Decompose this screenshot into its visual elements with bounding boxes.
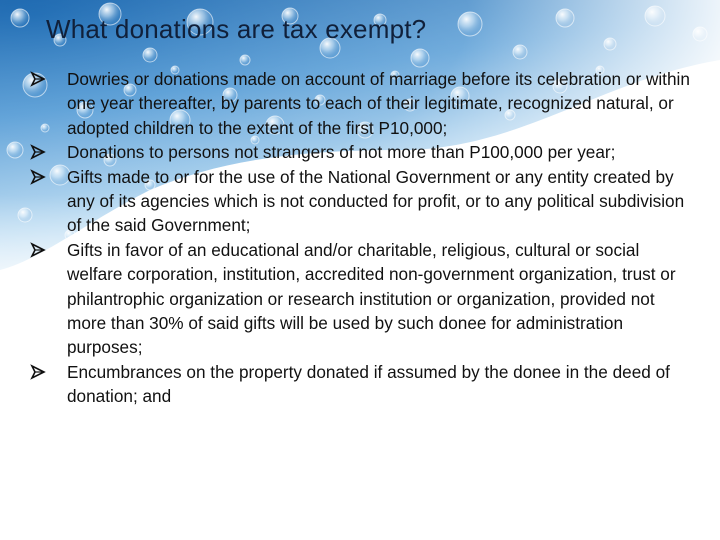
list-item (30, 238, 698, 360)
bullet-text: Encumbrances on the property donated if assumed by the donee in the deed of donation; and (67, 361, 670, 407)
slide-title: What donations are tax exempt? (46, 14, 427, 44)
bullet-text: Donations to persons not strangers of not more than P100,000 per year; (67, 142, 616, 163)
arrowhead-bullet-icon (30, 364, 46, 380)
arrowhead-bullet-icon (30, 71, 46, 87)
bullet-list (30, 67, 698, 409)
bullet-text: Gifts made to or for the use of the National Government or any entity created by any of its agencies which is not conducted for profit, or to any political subdivision of the said Government; (67, 166, 685, 236)
bullet-text: Gifts in favor of an educational and/or charitable, religious, cultural or social welfare corporation, institution, accredited non-government organization, trust or philantrophic organization or research institution or organization, provided not more than 30% of said gifts will be used by such donee for administration purposes; (67, 239, 676, 358)
list-item (30, 360, 698, 409)
bullet-text: Dowries or donations made on account of marriage before its celebration or within one year thereafter, by parents to each of their legitimate, recognized natural, or adopted children to the extent of the first P10,000; (67, 69, 690, 138)
list-item (30, 165, 698, 238)
list-item (30, 67, 698, 140)
arrowhead-bullet-icon (30, 242, 46, 258)
arrowhead-bullet-icon (30, 169, 46, 185)
arrowhead-bullet-icon (30, 144, 46, 160)
list-item (30, 140, 698, 164)
